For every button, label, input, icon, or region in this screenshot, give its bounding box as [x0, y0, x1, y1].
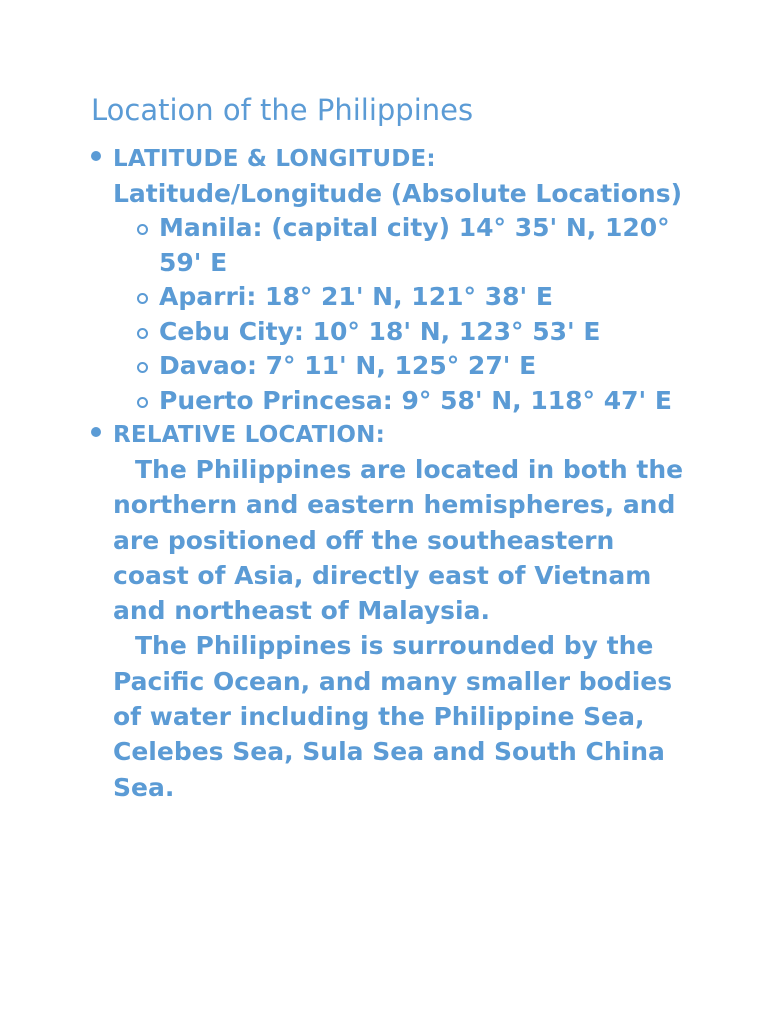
- hollow-circle-bullet-icon: [137, 328, 148, 339]
- section-relative-location: [91, 418, 691, 805]
- hollow-circle-bullet-icon: [137, 397, 148, 408]
- page-title: Location of the Philippines: [91, 93, 474, 127]
- coordinates-list: [113, 211, 691, 418]
- list-item-text: Aparri: 18° 21' N, 121° 38' E: [159, 282, 553, 311]
- hollow-circle-bullet-icon: [137, 362, 148, 373]
- section-heading: RELATIVE LOCATION:: [113, 422, 385, 448]
- list-item: [113, 349, 691, 384]
- list-item-text: Davao: 7° 11' N, 125° 27' E: [159, 351, 537, 380]
- bullet-dot-icon: [91, 427, 101, 437]
- list-item: [113, 384, 691, 419]
- list-item-text: Cebu City: 10° 18' N, 123° 53' E: [159, 316, 601, 346]
- paragraph: The Philippines are located in both the northern and eastern hemispheres, and are positioned off the southeastern coast of Asia, directly east of Vietnam and northeast of Malaysia.: [113, 455, 684, 626]
- list-item-text: Puerto Princesa: 9° 58' N, 118° 47' E: [159, 385, 672, 415]
- list-item: [113, 211, 691, 280]
- section-lat-long: [91, 142, 691, 418]
- list-item: [113, 315, 691, 350]
- bullet-dot-icon: [91, 151, 101, 161]
- list-item: [113, 280, 691, 315]
- hollow-circle-bullet-icon: [137, 224, 148, 235]
- hollow-circle-bullet-icon: [137, 293, 148, 304]
- section-intro: Latitude/Longitude (Absolute Locations): [113, 179, 683, 208]
- document-page: [91, 90, 691, 805]
- paragraph: The Philippines is surrounded by the Pacific Ocean, and many smaller bodies of water including the Philippine Sea, Celebes Sea, Sula Sea and South China Sea.: [113, 631, 673, 802]
- list-item-text: Manila: (capital city) 14° 35' N, 120° 59' E: [159, 213, 670, 277]
- section-heading: LATITUDE & LONGITUDE:: [113, 146, 436, 172]
